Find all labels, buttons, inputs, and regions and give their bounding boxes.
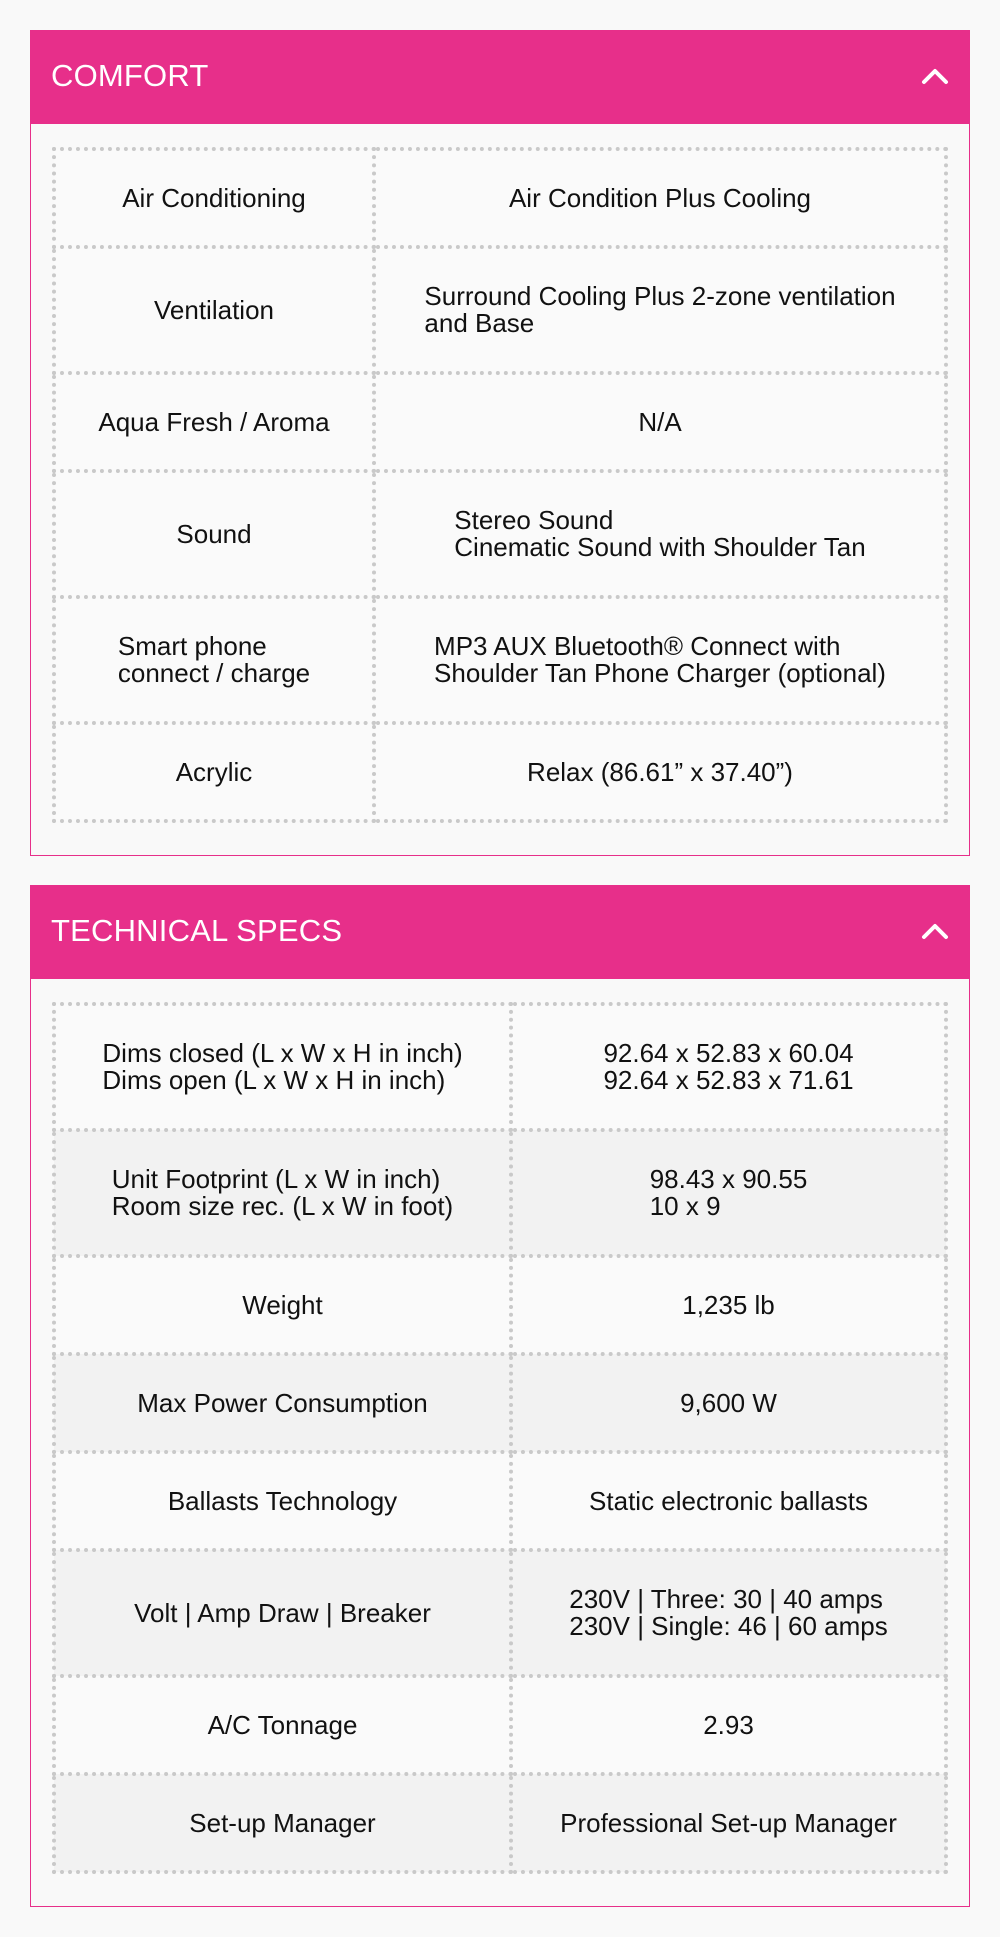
row-label: Aqua Fresh / Aroma xyxy=(98,406,330,437)
comfort-value-cell xyxy=(374,471,946,597)
row-value: Stereo Sound Cinematic Sound with Shoulder Tan xyxy=(454,505,866,562)
chevron-up-icon[interactable] xyxy=(920,61,950,91)
comfort-section xyxy=(30,30,970,856)
row-label: Set-up Manager xyxy=(189,1807,376,1838)
table-row xyxy=(54,597,946,723)
row-value: Static electronic ballasts xyxy=(589,1485,868,1516)
spec-value-cell xyxy=(511,1004,946,1130)
row-label: Ballasts Technology xyxy=(167,1485,398,1516)
table-row xyxy=(54,1004,946,1130)
spec-label-cell xyxy=(54,1452,511,1550)
row-label: Smart phone connect / charge xyxy=(117,631,311,688)
spec-label-cell xyxy=(54,1256,511,1354)
row-value: 9,600 W xyxy=(680,1387,777,1418)
comfort-body xyxy=(30,122,970,856)
table-row xyxy=(54,1452,946,1550)
row-label: Max Power Consumption xyxy=(137,1387,428,1418)
row-value: Air Condition Plus Cooling xyxy=(508,182,812,213)
row-value: Relax (86.61” x 37.40”) xyxy=(527,756,793,787)
table-row xyxy=(54,373,946,471)
table-row xyxy=(54,247,946,373)
table-row xyxy=(54,723,946,821)
comfort-value-cell xyxy=(374,149,946,247)
row-label: Ventilation xyxy=(154,294,274,325)
row-value: N/A xyxy=(638,406,682,437)
spec-value-cell xyxy=(511,1550,946,1676)
spec-value-cell xyxy=(511,1676,946,1774)
spec-label-cell xyxy=(54,1774,511,1872)
row-value: 230V | Three: 30 | 40 amps 230V | Single: 46 | 60 amps xyxy=(569,1584,888,1641)
row-value: Surround Cooling Plus 2-zone ventilation and Base xyxy=(424,281,896,338)
technical-specs-body xyxy=(30,977,970,1907)
row-label: A/C Tonnage xyxy=(207,1709,358,1740)
row-label: Weight xyxy=(242,1289,323,1320)
comfort-table xyxy=(52,147,948,823)
comfort-value-cell xyxy=(374,247,946,373)
table-row xyxy=(54,471,946,597)
chevron-up-icon[interactable] xyxy=(920,916,950,946)
technical-specs-section xyxy=(30,885,970,1907)
comfort-title: COMFORT xyxy=(51,58,209,93)
spec-label-cell xyxy=(54,1676,511,1774)
table-row xyxy=(54,1774,946,1872)
spec-value-cell xyxy=(511,1256,946,1354)
comfort-label-cell xyxy=(54,247,374,373)
spec-label-cell xyxy=(54,1354,511,1452)
row-label: Air Conditioning xyxy=(122,182,306,213)
row-label: Unit Footprint (L x W in inch) Room size rec. (L x W in foot) xyxy=(111,1164,454,1221)
table-row xyxy=(54,1550,946,1676)
spec-label-cell xyxy=(54,1004,511,1130)
spec-value-cell xyxy=(511,1354,946,1452)
table-row xyxy=(54,1354,946,1452)
comfort-value-cell xyxy=(374,723,946,821)
comfort-label-cell xyxy=(54,373,374,471)
comfort-value-cell xyxy=(374,373,946,471)
comfort-label-cell xyxy=(54,471,374,597)
row-label: Dims closed (L x W x H in inch) Dims open (L x W x H in inch) xyxy=(102,1038,463,1095)
spec-label-cell xyxy=(54,1550,511,1676)
table-row xyxy=(54,1256,946,1354)
comfort-value-cell xyxy=(374,597,946,723)
spec-value-cell xyxy=(511,1130,946,1256)
table-row xyxy=(54,1676,946,1774)
row-label: Acrylic xyxy=(175,756,253,787)
row-value: 2.93 xyxy=(703,1709,754,1740)
spec-value-cell xyxy=(511,1452,946,1550)
row-label: Sound xyxy=(176,518,252,549)
row-value: Professional Set-up Manager xyxy=(560,1807,897,1838)
technical-specs-table xyxy=(52,1002,948,1874)
row-value: MP3 AUX Bluetooth® Connect with Shoulder Tan Phone Charger (optional) xyxy=(434,631,886,688)
row-value: 1,235 lb xyxy=(682,1289,775,1320)
row-value: 98.43 x 90.55 10 x 9 xyxy=(649,1164,808,1221)
technical-specs-title: TECHNICAL SPECS xyxy=(51,913,343,948)
row-label: Volt | Amp Draw | Breaker xyxy=(134,1597,431,1628)
technical-specs-header[interactable] xyxy=(30,885,970,977)
comfort-label-cell xyxy=(54,723,374,821)
comfort-label-cell xyxy=(54,597,374,723)
comfort-label-cell xyxy=(54,149,374,247)
spec-label-cell xyxy=(54,1130,511,1256)
row-value: 92.64 x 52.83 x 60.04 92.64 x 52.83 x 71.61 xyxy=(603,1038,854,1095)
comfort-header[interactable] xyxy=(30,30,970,122)
table-row xyxy=(54,1130,946,1256)
table-row xyxy=(54,149,946,247)
spec-value-cell xyxy=(511,1774,946,1872)
